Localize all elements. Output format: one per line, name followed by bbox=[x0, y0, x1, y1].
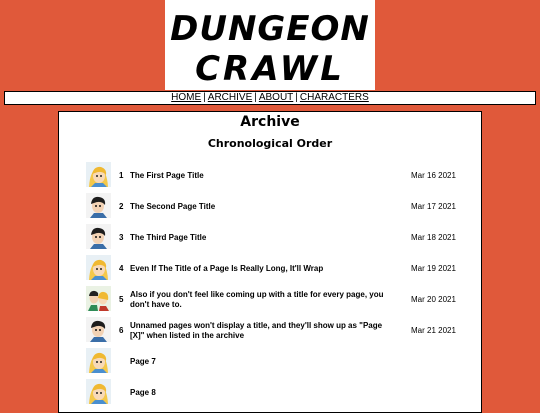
page-thumbnail[interactable] bbox=[86, 317, 111, 342]
nav-characters-link[interactable]: CHARACTERS bbox=[299, 92, 369, 103]
archive-row[interactable] bbox=[59, 377, 481, 408]
dungeon-crawl-logo bbox=[165, 0, 375, 90]
archive-panel bbox=[58, 111, 482, 413]
page-date: Mar 21 2021 bbox=[411, 326, 456, 335]
page-title-link[interactable]: Page 7 bbox=[130, 356, 156, 366]
page-number: 1 bbox=[119, 171, 124, 180]
archive-row[interactable] bbox=[59, 191, 481, 222]
nav-separator: | bbox=[295, 92, 298, 103]
page-thumbnail[interactable] bbox=[86, 255, 111, 280]
page-number: 4 bbox=[119, 264, 124, 273]
page-title-link[interactable]: The Second Page Title bbox=[130, 201, 216, 211]
archive-row[interactable] bbox=[59, 346, 481, 377]
nav-about-link[interactable]: ABOUT bbox=[258, 92, 294, 103]
archive-row[interactable] bbox=[59, 284, 481, 315]
page-date: Mar 17 2021 bbox=[411, 202, 456, 211]
page-thumbnail[interactable] bbox=[86, 193, 111, 218]
page-number: 6 bbox=[119, 326, 124, 335]
page-title-link[interactable]: The Third Page Title bbox=[130, 232, 207, 242]
page-title-link[interactable]: Also if you don't feel like coming up with a title for every page, you don't have to. bbox=[130, 289, 384, 309]
logo-line-2: CRAWL bbox=[195, 49, 345, 89]
page-number: 2 bbox=[119, 202, 124, 211]
logo-line-1: DUNGEON bbox=[170, 9, 370, 49]
page-thumbnail[interactable] bbox=[86, 224, 111, 249]
archive-row[interactable] bbox=[59, 315, 481, 346]
nav-home-link[interactable]: HOME bbox=[171, 92, 202, 103]
page-title-link[interactable]: Even If The Title of a Page Is Really Long, It'll Wrap bbox=[130, 263, 324, 273]
archive-row[interactable] bbox=[59, 222, 481, 253]
site-logo-banner[interactable] bbox=[165, 0, 375, 90]
page-title-link[interactable]: The First Page Title bbox=[130, 170, 204, 180]
main-nav bbox=[4, 91, 536, 105]
page-date: Mar 16 2021 bbox=[411, 171, 456, 180]
nav-archive-link[interactable]: ARCHIVE bbox=[207, 92, 253, 103]
archive-subtitle: Chronological Order bbox=[207, 137, 333, 150]
archive-row[interactable] bbox=[59, 253, 481, 284]
page-date: Mar 19 2021 bbox=[411, 264, 456, 273]
archive-list bbox=[59, 160, 481, 408]
page-number: 3 bbox=[119, 233, 124, 242]
page-number: 5 bbox=[119, 295, 124, 304]
page-thumbnail[interactable] bbox=[86, 348, 111, 373]
page-thumbnail[interactable] bbox=[86, 379, 111, 404]
nav-separator: | bbox=[203, 92, 206, 103]
page-title: Archive bbox=[240, 114, 300, 130]
page-date: Mar 18 2021 bbox=[411, 233, 456, 242]
page-title-link[interactable]: Page 8 bbox=[130, 387, 156, 397]
page-thumbnail[interactable] bbox=[86, 286, 111, 311]
page-thumbnail[interactable] bbox=[86, 162, 111, 187]
page-date: Mar 20 2021 bbox=[411, 295, 456, 304]
nav-separator: | bbox=[254, 92, 257, 103]
archive-row[interactable] bbox=[59, 160, 481, 191]
page-title-link[interactable]: Unnamed pages won't display a title, and they'll show up as "Page [X]" when listed in the archive bbox=[130, 320, 383, 340]
